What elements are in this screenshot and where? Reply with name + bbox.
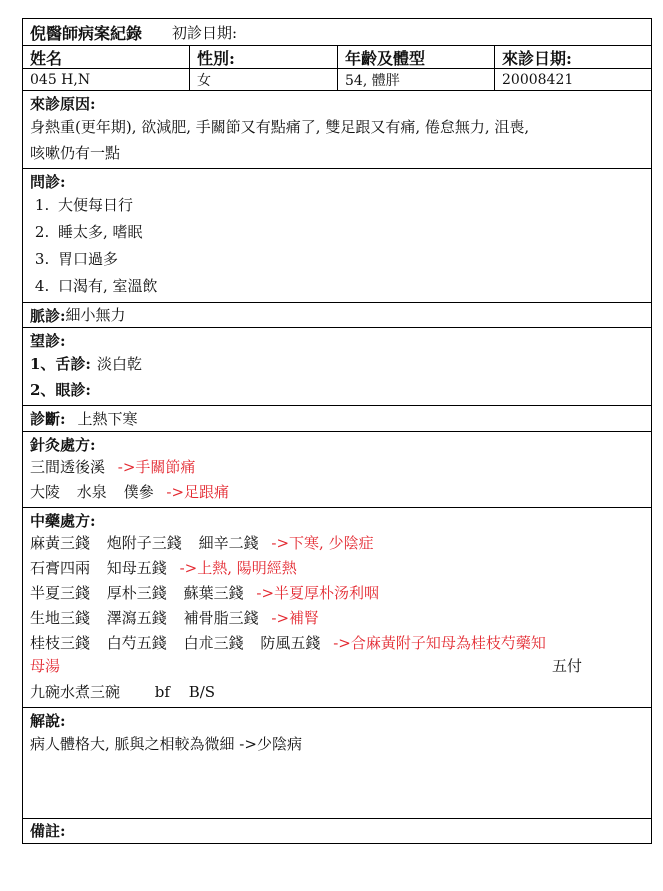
doses: 五付 [551,657,582,675]
patient-value-row [23,69,651,91]
tongue-label: 1、舌診: [30,355,91,373]
herbal-note: ->上熱, 陽明經熱 [179,559,297,577]
herbal-note: ->下寒, 少陰症 [271,534,374,552]
visit-date-value: 20008421 [502,71,574,88]
form-title: 倪醫師病案紀錄 [30,23,143,43]
acupuncture-label: 針灸處方: [30,436,96,454]
decoction-instruction: 九碗水煮三碗 [30,683,121,701]
first-visit-label: 初診日期: [172,23,238,42]
acupuncture-section [23,432,651,508]
acupuncture-note: ->手關節痛 [117,458,196,476]
herb: 半夏三錢 [30,584,91,602]
herb: 炮附子三錢 [106,534,182,552]
herbal-note: ->合麻黃附子知母為桂枝芍藥知 [333,634,546,652]
remarks-section [23,819,651,843]
herbal-line [30,606,644,631]
age-value: 54, 體胖 [338,69,495,90]
herbal-line [30,556,644,581]
name-header: 姓名 [23,46,190,68]
name-value: 045 H,N [23,69,190,90]
herb: 厚朴三錢 [106,584,167,602]
herbal-line [30,581,644,606]
inquiry-list [30,192,644,300]
herb: 防風五錢 [260,634,321,652]
herbal-section [23,508,651,708]
patient-header-row [23,46,651,69]
inquiry-item: 1. 大便每日行 [54,192,644,219]
observation-section [23,328,651,406]
visit-reason-line: 咳嗽仍有一點 [30,144,121,162]
herbal-line [30,531,644,556]
herb: 澤瀉五錢 [106,609,167,627]
tongue-row [30,351,644,377]
eye-label: 2、眼診: [30,381,91,399]
diagnosis-section [23,406,651,432]
herb: 白芍五錢 [106,634,167,652]
inquiry-label: 問診: [30,173,66,191]
explanation-value: 病人體格大, 脈與之相較為微細 ->少陰病 [30,735,302,753]
acupoint: 僕參 [123,483,154,501]
observation-label: 望診: [30,332,66,350]
herbal-note-continued: 母湯 [30,657,61,675]
herb: 麻黃三錢 [30,534,91,552]
herb: 石膏四兩 [30,559,91,577]
visit-reason-label: 來診原因: [30,95,96,113]
title-row [23,19,651,46]
decoction-line [30,680,644,705]
tongue-value: 淡白乾 [96,355,142,373]
explanation-label: 解說: [30,712,66,730]
acupoint: 三間透後溪 [30,458,106,476]
diagnosis-label: 診斷: [30,410,66,428]
acupuncture-line [30,455,644,480]
acupuncture-note: ->足跟痛 [166,483,230,501]
age-header: 年齡及體型 [338,46,495,68]
visit-reason-section [23,91,651,169]
visit-date-header: 來診日期: [502,48,572,68]
herbal-line [30,631,644,656]
inquiry-item: 3. 胃口過多 [54,246,644,273]
pulse-value: 細小無力 [65,306,126,324]
herb: 生地三錢 [30,609,91,627]
herb: 白朮三錢 [183,634,244,652]
bs-label: B/S [188,683,216,701]
inquiry-item: 4. 口渴有, 室溫飲 [54,273,644,300]
inquiry-section [23,169,651,303]
herb: 蘇葉三錢 [183,584,244,602]
herbal-note: ->半夏厚朴汤利咽 [256,584,380,602]
inquiry-item: 2. 睡太多, 嗜眠 [54,219,644,246]
herbal-note: ->補腎 [271,609,320,627]
explanation-section [23,708,651,819]
acupoint: 水泉 [76,483,107,501]
acupoint: 大陵 [30,483,61,501]
herb: 細辛二錢 [198,534,259,552]
pulse-section [23,303,651,328]
bf-label: bf [154,683,170,701]
diagnosis-value: 上熱下寒 [77,409,138,428]
herb: 知母五錢 [106,559,167,577]
sex-value: 女 [190,69,338,90]
herb: 補骨脂三錢 [183,609,259,627]
pulse-label: 脈診: [30,306,66,325]
visit-reason-line: 身熱重(更年期), 欲減肥, 手關節又有點痛了, 雙足跟又有痛, 倦怠無力, 沮喪, [30,118,530,136]
sex-header: 性別: [190,46,338,68]
herb: 桂枝三錢 [30,634,91,652]
acupuncture-line [30,480,644,505]
medical-record-form [22,18,652,844]
remarks-label: 備註: [30,822,66,840]
herbal-label: 中藥處方: [30,512,96,530]
